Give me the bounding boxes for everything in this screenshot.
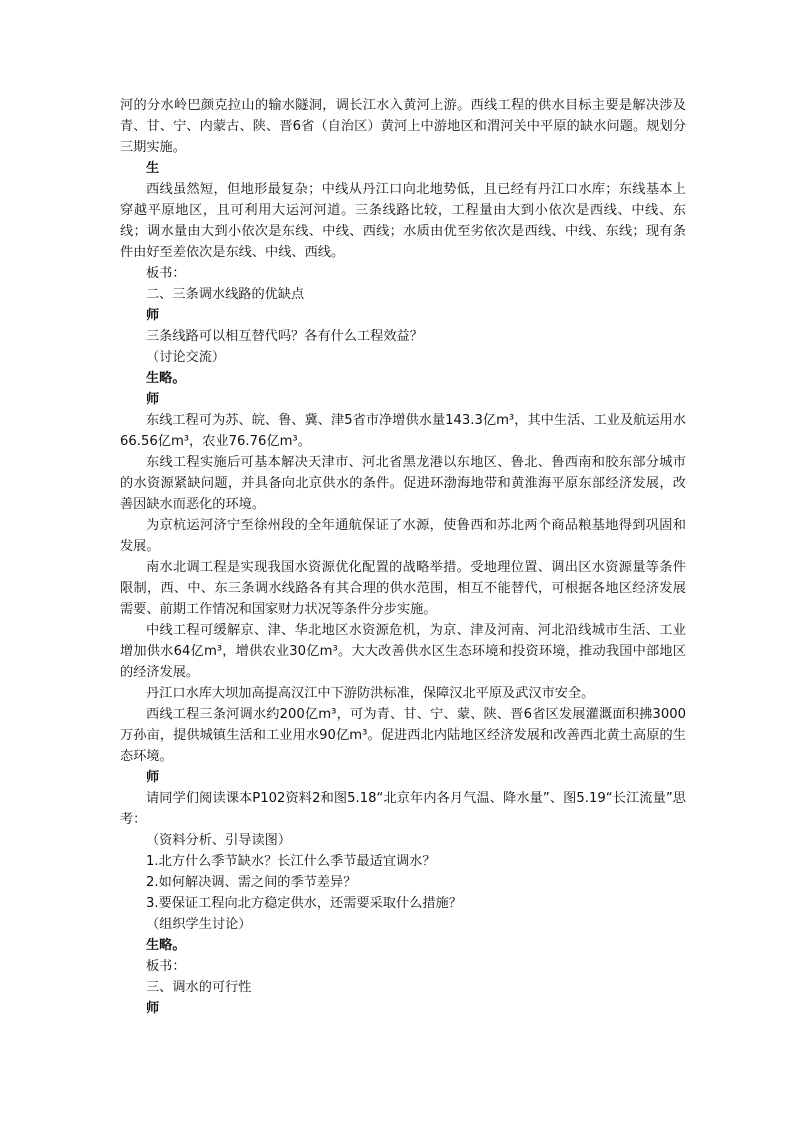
text-line: 三条线路可以相互替代吗？各有什么工程效益？ — [146, 329, 423, 344]
paragraph: 为京杭运河济宁至徐州段的全年通航保证了水源，使鲁西和苏北两个商品粮基地得到巩固和发展。 — [120, 518, 686, 554]
paragraph: 中线工程可缓解京、津、华北地区水资源危机，为京、津及河南、河北沿线城市生活、工业增加供水64亿m³，增供农业30亿m³。大大改善供水区生态环境和投资环境，推动我国中部地区的经济发展。 — [120, 623, 686, 680]
text-line: 板书： — [146, 266, 186, 281]
text-line: 1.北方什么季节缺水？长江什么季节最适宜调水？ — [146, 854, 436, 869]
text-line: （资料分析、引导读图） — [146, 833, 292, 848]
speaker-label: 师 — [146, 392, 160, 407]
paragraph: 丹江口水库大坝加高提高汉江中下游防洪标准，保障汉北平原及武汉市安全。 — [146, 686, 595, 701]
speaker-label: 师 — [146, 308, 160, 323]
paragraph: 东线工程实施后可基本解决天津市、河北省黑龙港以东地区、鲁北、鲁西南和胶东部分城市的水资源紧缺问题，并具备向北京供水的条件。促进环渤海地带和黄淮海平原东部经济发展，改善因缺水而恶化的环境。 — [120, 455, 686, 512]
paragraph: 东线工程可为苏、皖、鲁、冀、津5省市净增供水量143.3亿m³，其中生活、工业及航运用水66.56亿m³，农业76.76亿m³。 — [120, 413, 686, 449]
document-page — [120, 95, 686, 1019]
text-line: 3.要保证工程向北方稳定供水，还需要采取什么措施？ — [146, 896, 462, 911]
text-line: （组织学生讨论） — [146, 917, 252, 932]
text-line: 2.如何解决调、需之间的季节差异？ — [146, 875, 357, 890]
paragraph: 南水北调工程是实现我国水资源优化配置的战略举措。受地理位置、调出区水资源量等条件限制，西、中、东三条调水线路各有其合理的供水范围，相互不能替代，可根据各地区经济发展需要、前期工作情况和国家财力状况等条件分步实施。 — [120, 560, 686, 617]
paragraph: 河的分水岭巴颜克拉山的输水隧洞，调长江水入黄河上游。西线工程的供水目标主要是解决涉及青、甘、宁、内蒙古、陕、晋6省（自治区）黄河上中游地区和渭河关中平原的缺水问题。规划分三期实施。 — [120, 98, 686, 155]
text-line: 三、调水的可行性 — [146, 980, 252, 995]
speaker-label: 师 — [146, 1001, 160, 1016]
paragraph: 西线虽然短，但地形最复杂；中线从丹江口向北地势低，且已经有丹江口水库；东线基本上穿越平原地区，且可利用大运河河道。三条线路比较，工程量由大到小依次是西线、中线、东线；调水量由大到小依次是东线、中线、西线；水质由优至劣依次是西线、中线、东线；现有条件由好至差依次是东线、中线、西线。 — [120, 182, 686, 260]
text-line: 板书： — [146, 959, 186, 974]
speaker-label: 师 — [146, 770, 160, 785]
paragraph: 西线工程三条河调水约200亿m³，可为青、甘、宁、蒙、陕、晋6省区发展灌溉面积拂3000万孙亩，提供城镇生活和工业用水90亿m³。促进西北内陆地区经济发展和改善西北黄土高原的生态环境。 — [120, 707, 686, 764]
text-line: 二、三条调水线路的优缺点 — [146, 287, 305, 302]
paragraph: 请同学们阅读课本P102资料2和图5.18“北京年内各月气温、降水量”、图5.19“长江流量”思考： — [120, 791, 686, 827]
speaker-label: 生略。 — [146, 371, 186, 386]
speaker-label: 生 — [146, 161, 160, 176]
text-line: （讨论交流） — [146, 350, 226, 365]
speaker-label: 生略。 — [146, 938, 186, 953]
